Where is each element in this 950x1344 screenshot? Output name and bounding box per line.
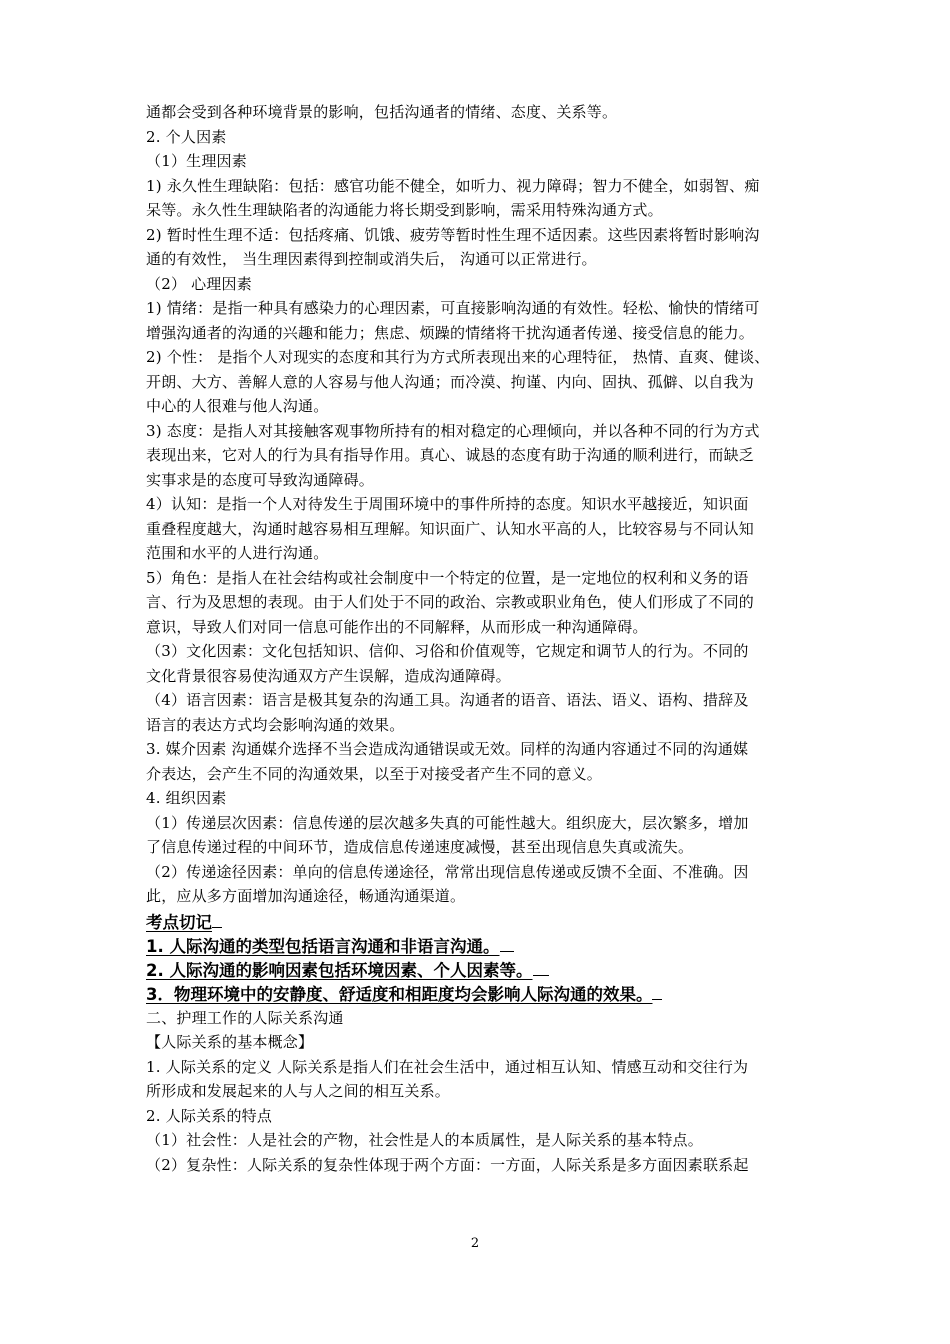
key-points-heading: 考点切记 <box>146 910 812 934</box>
text-line: 4）认知：是指一个人对待发生于周围环境中的事件所持的态度。知识水平越接近，知识面 <box>146 495 749 513</box>
text-line: 中心的人很难与他人沟通。 <box>146 397 329 415</box>
page-number: 2 <box>470 1236 480 1251</box>
text-line: 所形成和发展起来的人与人之间的相互关系。 <box>146 1082 451 1100</box>
text-line: 4. 组织因素 <box>146 789 227 807</box>
text-line: 范围和水平的人进行沟通。 <box>146 544 329 562</box>
text-line: 重叠程度越大，沟通时越容易相互理解。知识面广、认知水平高的人，比较容易与不同认知 <box>146 519 755 538</box>
key-point-1: 1. 人际沟通的类型包括语言沟通和非语言沟通。 <box>146 934 812 958</box>
text-line: 二、护理工作的人际关系沟通 <box>146 1008 344 1027</box>
text-line: 1) 情绪：是指一种具有感染力的心理因素，可直接影响沟通的有效性。轻松、愉快的情绪可 <box>146 299 760 317</box>
text-line: 实事求是的态度可导致沟通障碍。 <box>146 470 375 489</box>
text-line: （2）传递途径因素：单向的信息传递途径，常常出现信息传递或反馈不全面、不准确。因 <box>146 862 749 881</box>
text-line: 2. 个人因素 <box>146 127 227 146</box>
text-line: 呆等。永久性生理缺陷者的沟通能力将长期受到影响，需采用特殊沟通方式。 <box>146 201 663 219</box>
text-line: 介表达，会产生不同的沟通效果，以至于对接受者产生不同的意义。 <box>146 764 603 783</box>
text-line: 增强沟通者的沟通的兴趣和能力；焦虑、烦躁的情绪将干扰沟通者传递、接受信息的能力。 <box>146 323 755 342</box>
text-line: 言、行为及思想的表现。由于人们处于不同的政治、宗教或职业角色，使人们形成了不同的 <box>146 593 755 611</box>
text-line: （1）社会性：人是社会的产物，社会性是人的本质属性，是人际关系的基本特点。 <box>146 1131 703 1149</box>
text-line: 3) 态度：是指人对其接触客观事物所持有的相对稳定的心理倾向，并以各种不同的行为方式 <box>146 421 760 440</box>
text-line: 通的有效性， 当生理因素得到控制或消失后， 沟通可以正常进行。 <box>146 250 597 268</box>
text-line: 表现出来，它对人的行为具有指导作用。真心、诚恳的态度有助于沟通的顺利进行，而缺乏 <box>146 446 755 464</box>
text-line: （1）生理因素 <box>146 152 247 170</box>
text-line: （4）语言因素：语言是极其复杂的沟通工具。沟通者的语音、语法、语义、语构、措辞及 <box>146 691 749 709</box>
text-line: 【人际关系的基本概念】 <box>146 1033 314 1051</box>
text-line: 开朗、大方、善解人意的人容易与他人沟通；而冷漠、拘谨、内向、固执、孤僻、以自我为 <box>146 372 755 391</box>
text-line: （3）文化因素：文化包括知识、信仰、习俗和价值观等，它规定和调节人的行为。不同的 <box>146 642 749 660</box>
text-line: 了信息传递过程的中间环节，造成信息传递速度减慢，甚至出现信息失真或流失。 <box>146 838 694 856</box>
text-line: 语言的表达方式均会影响沟通的效果。 <box>146 715 405 734</box>
text-line: 2. 人际关系的特点 <box>146 1106 273 1125</box>
text-line: 通都会受到各种环境背景的影响，包括沟通者的情绪、态度、关系等。 <box>146 103 618 121</box>
text-line: （2）复杂性：人际关系的复杂性体现于两个方面：一方面，人际关系是多方面因素联系起 <box>146 1155 749 1174</box>
text-line: 1) 永久性生理缺陷：包括：感官功能不健全，如听力、视力障碍；智力不健全，如弱智、痴 <box>146 176 760 195</box>
text-line: （2） 心理因素 <box>146 274 252 293</box>
text-line: 3. 媒介因素 沟通媒介选择不当会造成沟通错误或无效。同样的沟通内容通过不同的沟通媒 <box>146 740 749 758</box>
text-line: （1）传递层次因素：信息传递的层次越多失真的可能性越大。组织庞大，层次繁多，增加 <box>146 813 749 832</box>
text-line: 1. 人际关系的定义 人际关系是指人们在社会生活中，通过相互认知、情感互动和交往行为 <box>146 1057 749 1076</box>
body-text-section-a <box>146 100 812 909</box>
text-line: 2) 个性： 是指个人对现实的态度和其行为方式所表现出来的心理特征， 热情、直爽、健谈、 <box>146 348 770 366</box>
text-line: 5）角色：是指人在社会结构或社会制度中一个特定的位置，是一定地位的权利和义务的语 <box>146 568 749 587</box>
document-body <box>146 100 812 1177</box>
text-line: 意识，导致人们对同一信息可能作出的不同解释，从而形成一种沟通障碍。 <box>146 617 648 636</box>
text-line: 此，应从多方面增加沟通途径，畅通沟通渠道。 <box>146 887 466 905</box>
key-points-section <box>146 910 812 1006</box>
text-line: 文化背景很容易使沟通双方产生误解，造成沟通障碍。 <box>146 666 511 685</box>
key-point-3: 3．物理环境中的安静度、舒适度和相距度均会影响人际沟通的效果。 <box>146 982 812 1006</box>
body-text-section-b <box>146 1006 812 1178</box>
text-line: 2) 暂时性生理不适：包括疼痛、饥饿、疲劳等暂时性生理不适因素。这些因素将暂时影响沟 <box>146 225 760 244</box>
key-point-2: 2. 人际沟通的影响因素包括环境因素、个人因素等。 <box>146 958 812 982</box>
